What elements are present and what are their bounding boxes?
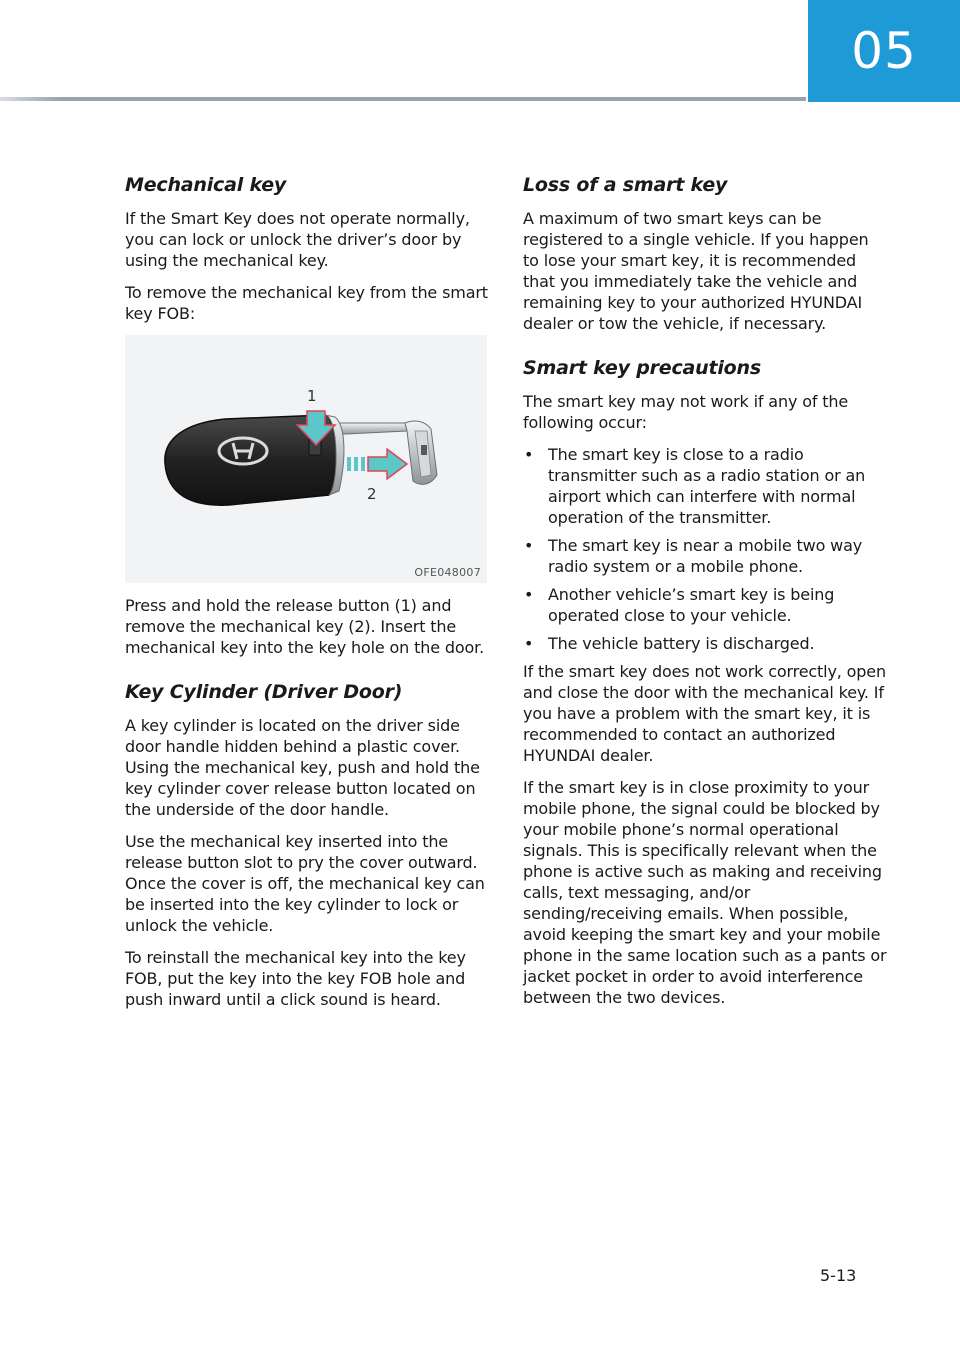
mechanical-key-paragraph-1: If the Smart Key does not operate normally, you can lock or unlock the driver’s door by using the mechanical key.: [125, 209, 470, 270]
mechanical-key-heading: Mechanical key: [125, 174, 287, 196]
bullet-dot: •: [524, 536, 534, 555]
figure-code: OFE048007: [414, 566, 481, 579]
precautions-paragraph-3: If the smart key is in close proximity to your mobile phone, the signal could be blocked by your mobile phone’s normal operational signals. This is specifically relevant when the phone is active such as making and receiving calls, text messaging, and/or sending/receiving emails. When possible, avoid keeping the smart key and your mobile phone in the same location such as a pants or jacket pocket in order to avoid interference between the two devices.: [523, 778, 887, 1007]
left-column: [125, 171, 489, 1021]
callout-label-2: 2: [367, 485, 377, 503]
after-figure-paragraph: Press and hold the release button (1) and remove the mechanical key (2). Insert the mechanical key into the key hole on the door.: [125, 596, 485, 657]
smart-key-figure: [125, 335, 487, 583]
bullet-dot: •: [524, 445, 534, 464]
key-cylinder-paragraph-1: A key cylinder is located on the driver side door handle hidden behind a plastic cover. Using the mechanical key, push and hold the key cylinder cover release button located on the underside of the door handle.: [125, 716, 480, 819]
bullet-dot: •: [524, 585, 534, 604]
smart-key-fob-illustration: [125, 335, 487, 583]
list-item: [523, 444, 887, 528]
chapter-number: 05: [851, 22, 917, 80]
list-item-text: The smart key is near a mobile two way radio system or a mobile phone.: [548, 536, 863, 576]
header-rule: [0, 97, 806, 101]
loss-heading: Loss of a smart key: [523, 174, 728, 196]
chapter-tab: [808, 0, 960, 102]
mechanical-key-paragraph-2: To remove the mechanical key from the smart key FOB:: [125, 283, 488, 323]
list-item: [523, 633, 887, 654]
list-item: [523, 535, 887, 577]
precautions-list: [523, 444, 887, 654]
key-cylinder-paragraph-2: Use the mechanical key inserted into the release button slot to pry the cover outward. Once the cover is off, the mechanical key can be inserted into the key cylinder to lock or unlock the vehicle.: [125, 832, 485, 935]
loss-paragraph: A maximum of two smart keys can be registered to a single vehicle. If you happen to lose your smart key, it is recommended that you immediately take the vehicle and remaining key to your authorized HYUNDAI dealer or tow the vehicle, if necessary.: [523, 209, 869, 333]
key-cylinder-paragraph-3: To reinstall the mechanical key into the key FOB, put the key into the key FOB hole and push inward until a click sound is heard.: [125, 948, 466, 1009]
bullet-dot: •: [524, 634, 534, 653]
right-column: [523, 171, 887, 1019]
precautions-paragraph-2: If the smart key does not work correctly, open and close the door with the mechanical key. If you have a problem with the smart key, it is recommended to contact an authorized HYUNDAI dealer.: [523, 662, 886, 765]
precautions-heading: Smart key precautions: [523, 357, 761, 379]
list-item-text: Another vehicle’s smart key is being operated close to your vehicle.: [548, 585, 835, 625]
precautions-intro: The smart key may not work if any of the following occur:: [523, 392, 849, 432]
callout-label-1: 1: [307, 387, 317, 405]
list-item: [523, 584, 887, 626]
list-item-text: The vehicle battery is discharged.: [548, 634, 815, 653]
page-number: 5-13: [820, 1266, 857, 1285]
list-item-text: The smart key is close to a radio transmitter such as a radio station or an airport which can interfere with normal operation of the transmitter.: [548, 445, 866, 527]
key-cylinder-heading: Key Cylinder (Driver Door): [125, 681, 403, 703]
remove-key-arrow: [347, 449, 407, 479]
